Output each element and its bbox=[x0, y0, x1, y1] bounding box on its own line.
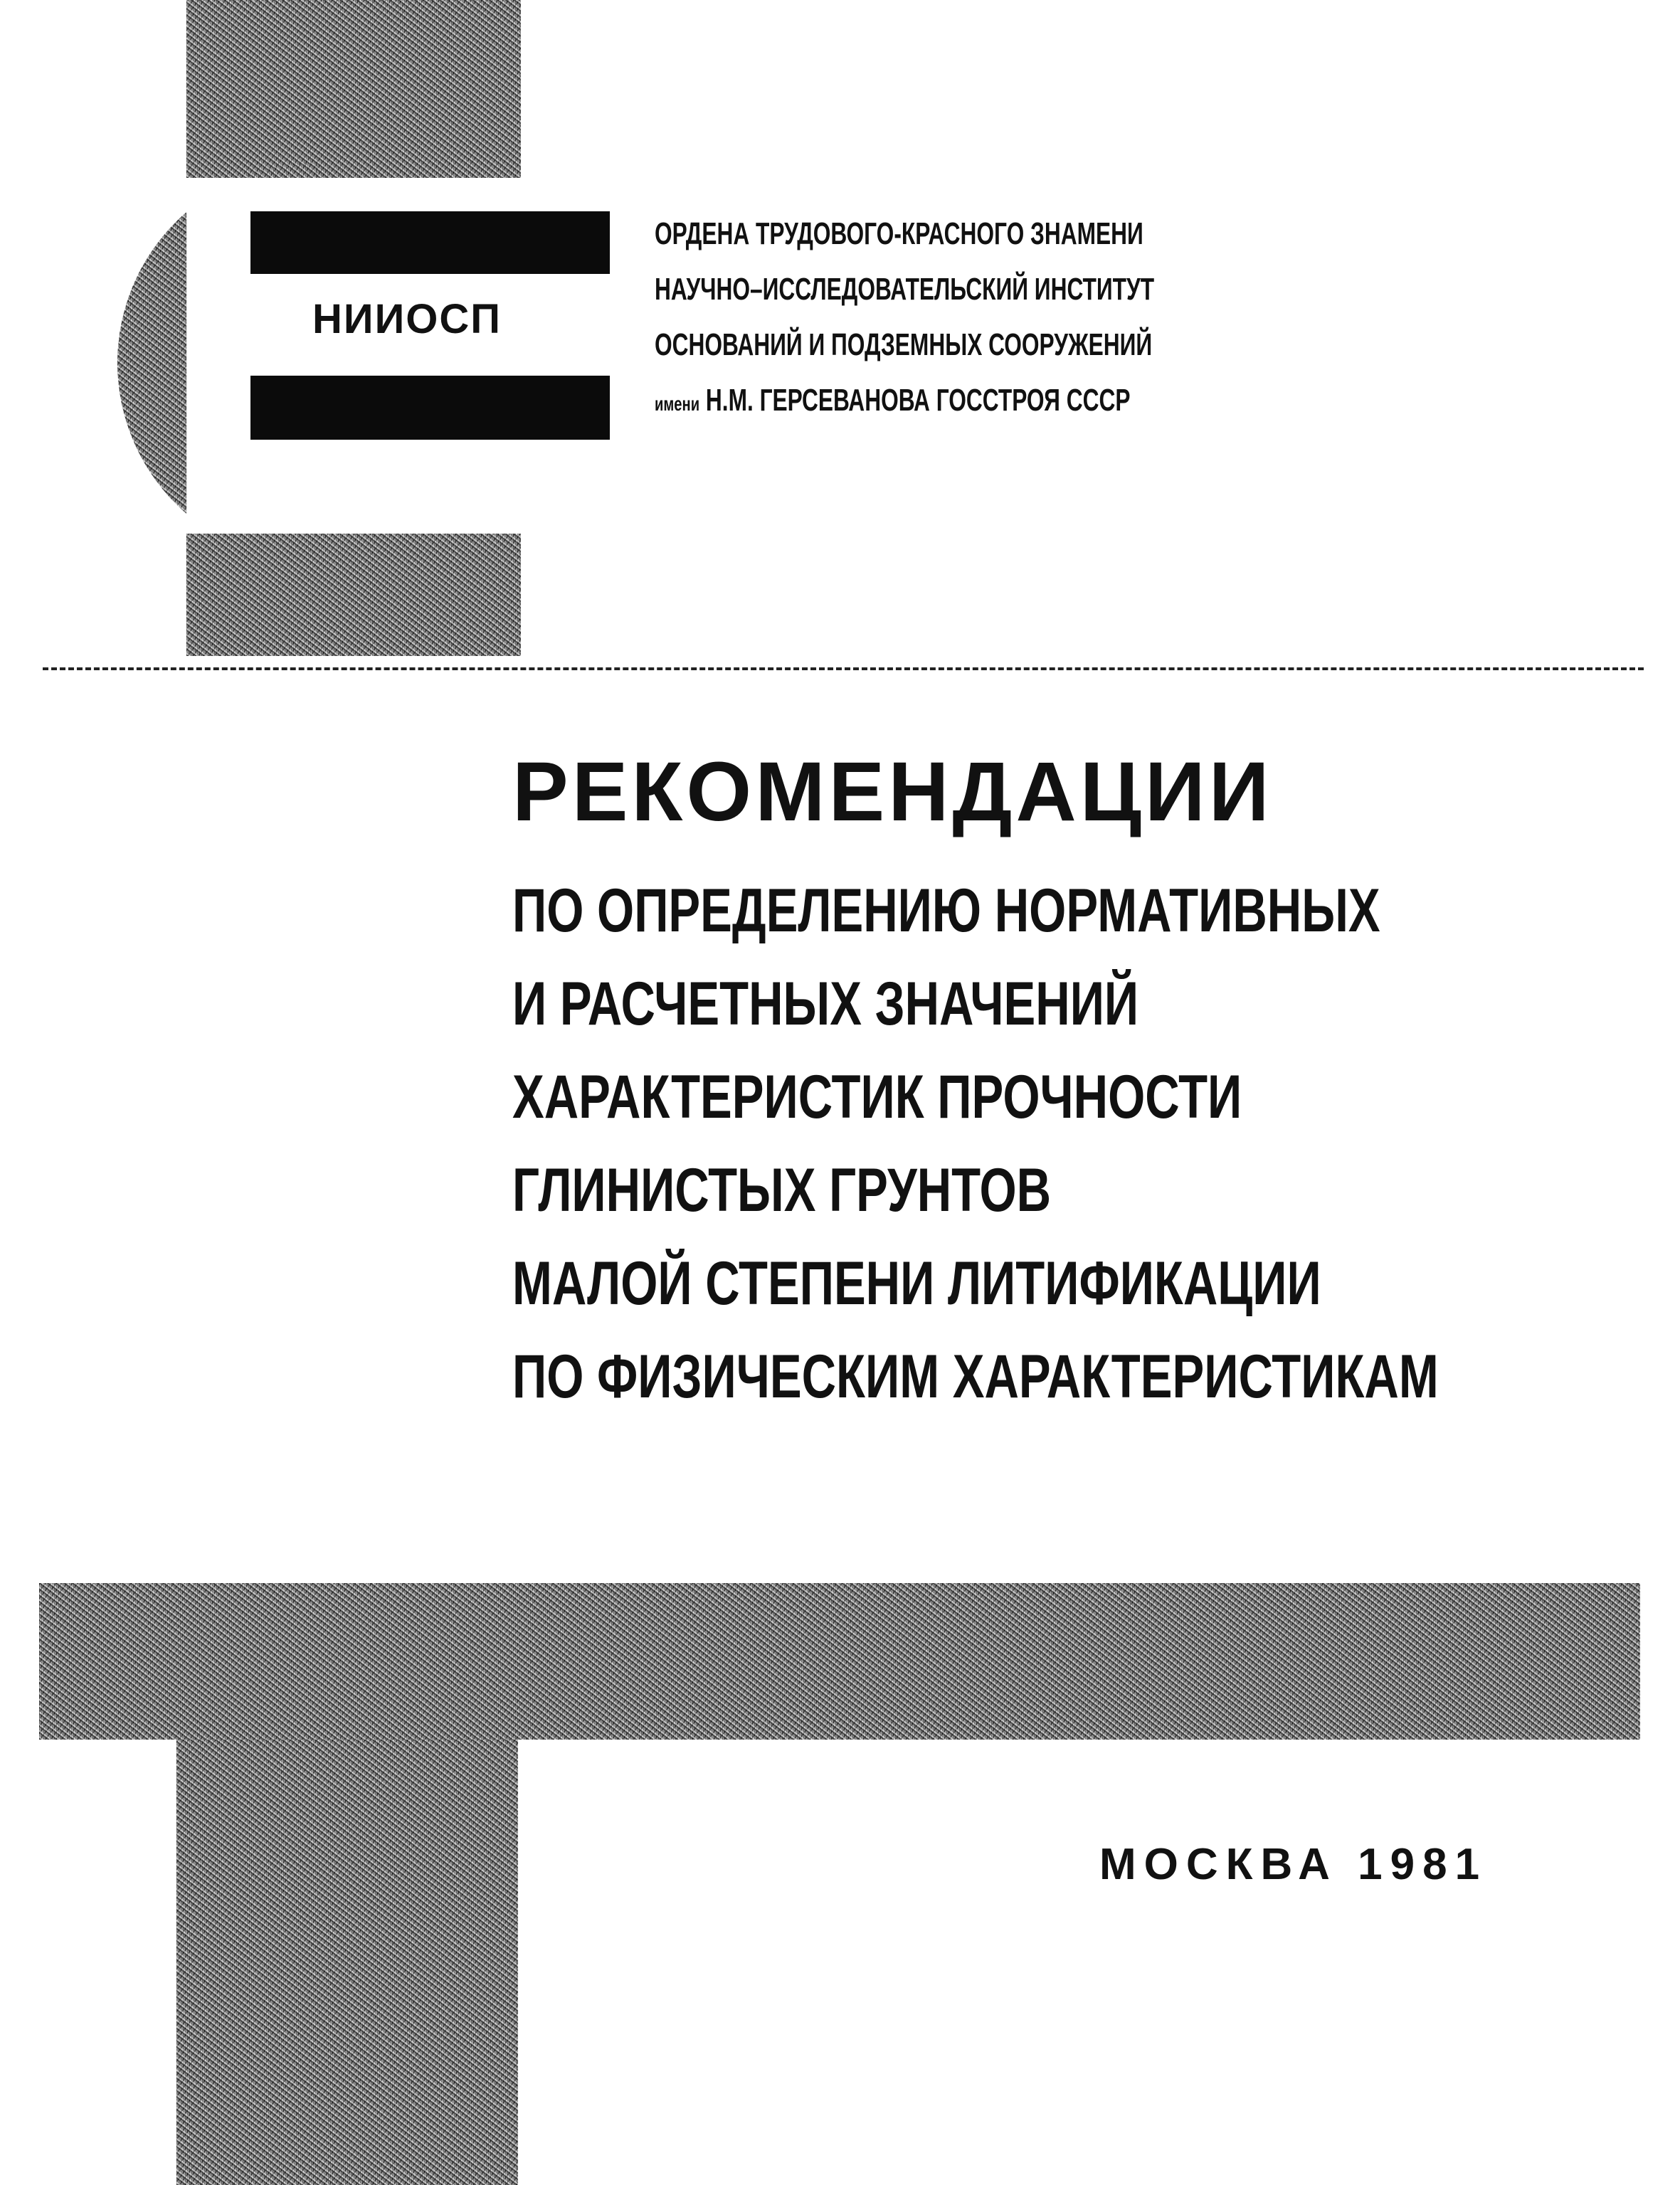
institute-name bbox=[655, 206, 1348, 432]
subtitle-line-5: МАЛОЙ СТЕПЕНИ ЛИТИФИКАЦИИ bbox=[512, 1249, 1321, 1318]
subtitle-line-1: ПО ОПРЕДЕЛЕНИЮ НОРМАТИВНЫХ bbox=[512, 877, 1380, 945]
subtitle-line-4: ГЛИНИСТЫХ ГРУНТОВ bbox=[512, 1156, 1052, 1224]
document-subtitle bbox=[512, 864, 1680, 1424]
logo-black-bar-top bbox=[250, 211, 610, 274]
subtitle-line-2: И РАСЧЕТНЫХ ЗНАЧЕНИЙ bbox=[512, 970, 1139, 1038]
decorative-band-horizontal bbox=[39, 1583, 1640, 1740]
subtitle-line-3: ХАРАКТЕРИСТИК ПРОЧНОСТИ bbox=[512, 1063, 1242, 1131]
city-year: МОСКВА 1981 bbox=[1099, 1840, 1488, 1889]
logo-black-bar-bottom bbox=[250, 376, 610, 440]
institute-line-1: ОРДЕНА ТРУДОВОГО-КРАСНОГО ЗНАМЕНИ bbox=[655, 216, 1143, 251]
logo-top-band bbox=[186, 0, 521, 178]
decorative-band-vertical bbox=[176, 1740, 518, 2185]
logo-abbreviation: НИИОСП bbox=[312, 296, 502, 342]
institute-line-2: НАУЧНО–ИССЛЕДОВАТЕЛЬСКИЙ ИНСТИТУТ bbox=[655, 272, 1155, 307]
document-title: РЕКОМЕНДАЦИИ bbox=[512, 745, 1273, 839]
institute-line-4 bbox=[655, 373, 1154, 432]
logo-bottom-band bbox=[186, 534, 521, 656]
institute-line-4-rest: Н.М. ГЕРСЕВАНОВА ГОССТРОЯ СССР bbox=[705, 383, 1131, 418]
subtitle-line-6: ПО ФИЗИЧЕСКИМ ХАРАКТЕРИСТИКАМ bbox=[512, 1343, 1439, 1411]
institute-line-3: ОСНОВАНИЙ И ПОДЗЕМНЫХ СООРУЖЕНИЙ bbox=[655, 327, 1153, 362]
institute-line-4-prefix: имени bbox=[655, 393, 700, 415]
divider-line bbox=[43, 667, 1644, 670]
